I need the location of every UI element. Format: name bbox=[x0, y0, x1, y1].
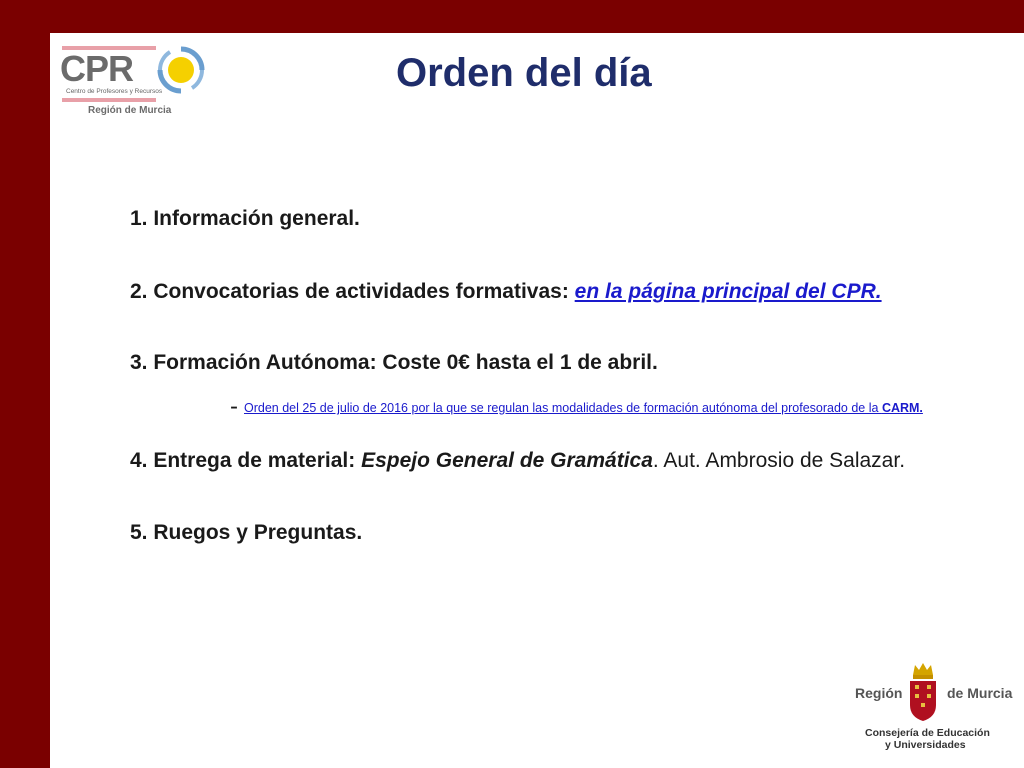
page-title: Orden del día bbox=[396, 51, 652, 95]
material-title: Espejo General de Gramática bbox=[361, 449, 653, 472]
region-logo-left: Región bbox=[855, 685, 903, 701]
region-logo-line1: Consejería de Educación bbox=[865, 727, 990, 739]
region-murcia-logo bbox=[855, 661, 1015, 761]
agenda-item-text: 2. Convocatorias de actividades formativas: bbox=[130, 280, 575, 303]
order-carm-link-text: Orden del 25 de julio de 2016 por la que se regulan las modalidades de formación autónoma del profesorado de la bbox=[244, 401, 882, 415]
agenda-subitem bbox=[230, 393, 923, 421]
agenda-item-4 bbox=[130, 449, 905, 473]
agenda-item-text: 5. Ruegos y Preguntas. bbox=[130, 521, 363, 544]
cpr-circle-icon bbox=[156, 45, 206, 95]
material-author: . Aut. Ambrosio de Salazar. bbox=[652, 449, 906, 472]
agenda-item-text: 1. Información general. bbox=[130, 207, 360, 230]
region-logo-line2: y Universidades bbox=[885, 739, 966, 751]
subitem-dash: - bbox=[230, 393, 238, 420]
agenda-item-3 bbox=[130, 351, 658, 375]
agenda-item-2 bbox=[130, 280, 882, 304]
cpr-logo-letters: CPR bbox=[60, 48, 134, 89]
logo-bar bbox=[62, 98, 156, 102]
order-carm-link-bold: CARM. bbox=[881, 401, 923, 415]
agenda-item-text: 3. Formación Autónoma: Coste 0€ hasta el 1 de abril. bbox=[130, 351, 658, 374]
agenda-item-5 bbox=[130, 521, 362, 545]
cpr-homepage-link[interactable]: en la página principal del CPR. bbox=[574, 280, 882, 303]
slide bbox=[50, 33, 1024, 768]
agenda-item-text: 4. Entrega de material: bbox=[130, 449, 362, 472]
cpr-logo-subtitle: Centro de Profesores y Recursos bbox=[66, 88, 163, 95]
agenda-item-1 bbox=[130, 207, 360, 231]
order-carm-link[interactable] bbox=[244, 401, 923, 415]
cpr-logo-region: Región de Murcia bbox=[88, 105, 172, 116]
region-logo-right: de Murcia bbox=[947, 685, 1013, 701]
cpr-logo bbox=[60, 43, 210, 121]
coat-of-arms-icon bbox=[907, 661, 939, 723]
